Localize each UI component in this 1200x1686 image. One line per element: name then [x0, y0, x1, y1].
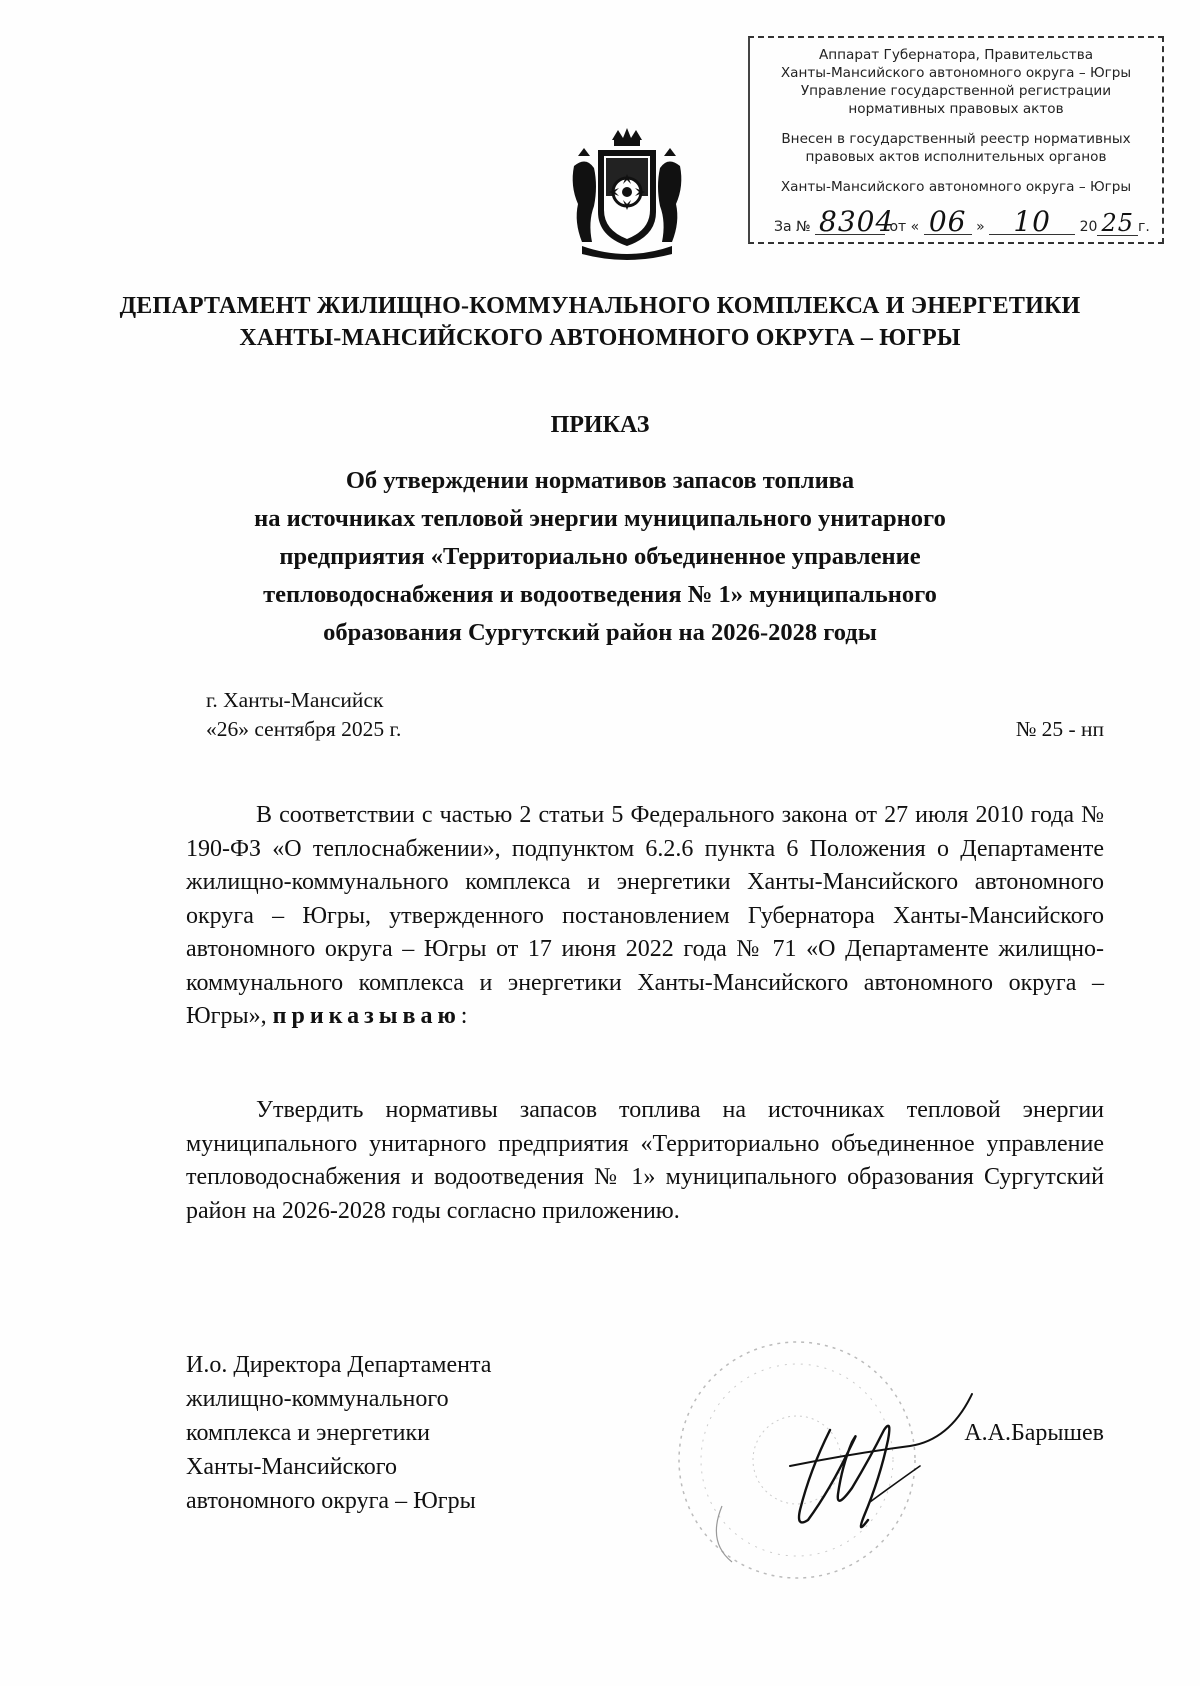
document-place: г. Ханты-Мансийск: [206, 688, 384, 712]
registration-stamp: [748, 36, 1164, 244]
position-line: комплекса и энергетики: [186, 1420, 430, 1446]
document-date: «26» сентября 2025 г.: [206, 717, 402, 741]
preamble-end: :: [460, 1003, 468, 1029]
document-type: ПРИКАЗ: [550, 412, 650, 438]
department-line: ДЕПАРТАМЕНТ ЖИЛИЩНО-КОММУНАЛЬНОГО КОМПЛЕКСА И ЭНЕРГЕТИКИ: [119, 293, 1081, 319]
handwritten-signature: [760, 1370, 990, 1550]
position-line: жилищно-коммунального: [186, 1386, 449, 1412]
title-line: на источниках тепловой энергии муниципального унитарного: [254, 505, 946, 532]
position-line: автономного округа – Югры: [186, 1488, 476, 1514]
title-line: Об утверждении нормативов запасов топлива: [345, 467, 855, 494]
stamp-date-from: от «: [889, 219, 920, 235]
stamp-reg-number: 8304: [815, 210, 885, 235]
department-line: ХАНТЫ-МАНСИЙСКОГО АВТОНОМНОГО ОКРУГА – ЮГРЫ: [239, 325, 961, 351]
document-title: [0, 462, 1200, 652]
position-line: Ханты-Мансийского: [186, 1454, 397, 1480]
stamp-reg-day: 06: [924, 210, 972, 235]
coat-of-arms-emblem: [568, 126, 686, 262]
signer-name: А.А.Барышев: [964, 1420, 1104, 1446]
stamp-line: Управление государственной регистрации: [800, 83, 1112, 99]
title-line: образования Сургутский район на 2026-2028 годы: [323, 619, 877, 646]
stamp-line: Ханты-Мансийского автономного округа – Югры: [780, 65, 1132, 81]
title-line: тепловодоснабжения и водоотведения № 1» муниципального: [263, 581, 937, 608]
preamble-text: В соответствии с частью 2 статьи 5 Федерального закона от 27 июля 2010 года № 190-ФЗ «О теплоснабжении», подпунктом 6.2.6 пункта 6 Положения о Департаменте жилищно-коммунального комплекса и энергетики Ханты-Мансийского автономного округа – Югры, утвержденного постановлением Губернатора Ханты-Мансийского автономного округа – Югры от 17 июня 2022 года № 71 «О Департаменте жилищно-коммунального комплекса и энергетики Ханты-Мансийского автономного округа – Югры»,: [186, 802, 1104, 1029]
stamp-line: правовых актов исполнительных органов: [805, 149, 1107, 165]
signatory-position: [186, 1348, 491, 1518]
stamp-date-quote: »: [976, 219, 985, 235]
document-number: № 25 - нп: [1015, 717, 1104, 741]
title-line: предприятия «Территориально объединенное управление: [279, 543, 921, 570]
department-header: [0, 290, 1200, 354]
stamp-reg-year: 25: [1097, 211, 1138, 236]
stamp-year-suffix: г.: [1138, 219, 1150, 235]
order-paragraph: Утвердить нормативы запасов топлива на источниках тепловой энергии муниципального унитарного предприятия «Территориально объединенное управление тепловодоснабжения и водоотведения № 1» муниципального образования Сургутский район на 2026-2028 годы согласно приложению.: [186, 1097, 1104, 1224]
stamp-line: Аппарат Губернатора, Правительства: [818, 47, 1094, 63]
document-meta: [206, 686, 401, 744]
preamble-paragraph: [186, 799, 1104, 1034]
stamp-line: нормативных правовых актов: [848, 101, 1064, 117]
position-line: И.о. Директора Департамента: [186, 1352, 492, 1378]
stamp-registration-line: [774, 205, 1150, 238]
stamp-year-prefix: 20: [1079, 219, 1098, 235]
stamp-reg-month: 10: [989, 210, 1075, 235]
stamp-reg-prefix: За №: [774, 219, 811, 235]
order-word: приказываю: [272, 1003, 461, 1029]
stamp-line: Внесен в государственный реестр нормативных: [781, 131, 1131, 147]
stamp-line: Ханты-Мансийского автономного округа – Югры: [780, 179, 1132, 195]
